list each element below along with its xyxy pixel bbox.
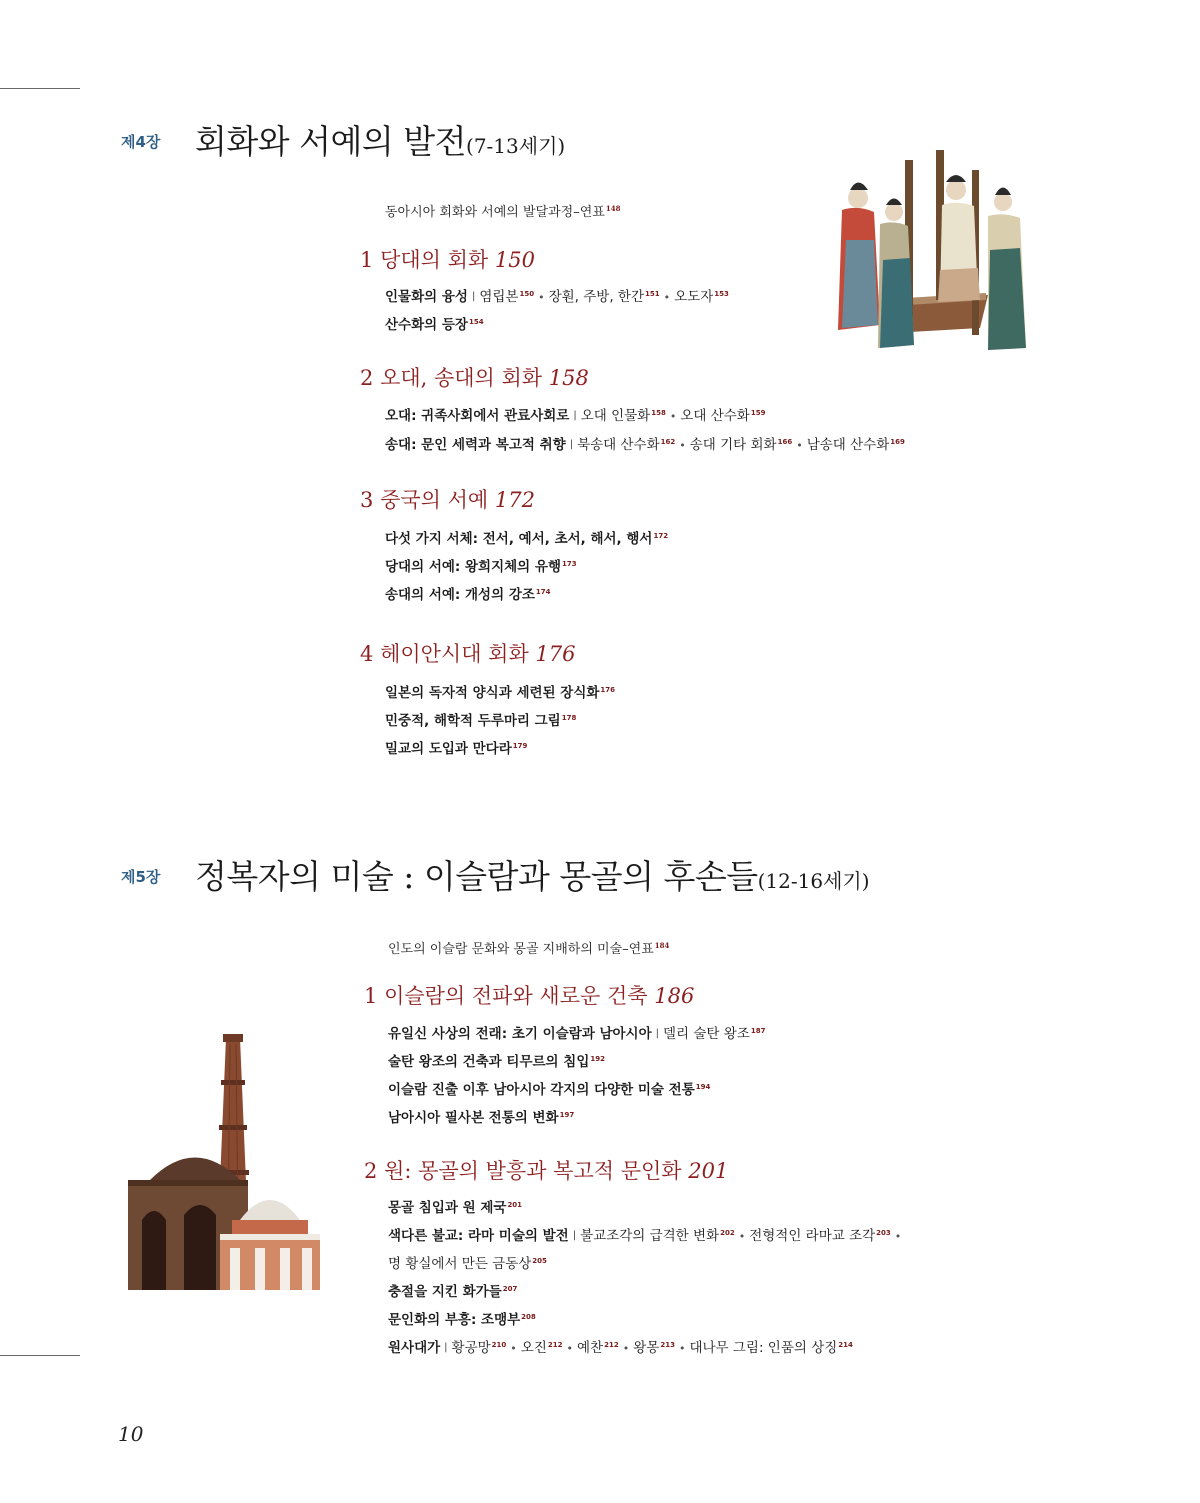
page-number: 10 — [118, 1422, 144, 1446]
list-item: 다섯 가지 서체: 전서, 예서, 초서, 해서, 행서$^{172}$ — [385, 531, 669, 547]
chapter-5-title: 정복자의 미술 : 이슬람과 몽골의 후손들(12-16세기) — [195, 857, 870, 896]
list-item: 민중적, 해학적 두루마리 그림$^{178}$ — [385, 713, 577, 729]
list-item: 술탄 왕조의 건축과 티무르의 침입$^{192}$ — [388, 1054, 605, 1070]
list-item: 명 황실에서 만든 금동상$^{205}$ — [388, 1256, 547, 1272]
chapter-4-timeline: 동아시아 회화와 서예의 발달과정–연표$^{148}$ — [385, 204, 621, 220]
chapter-4-title: 회화와 서예의 발전(7-13세기) — [195, 122, 566, 161]
section-title: 1 이슬람의 전파와 새로운 건축 186 — [364, 984, 695, 1008]
list-item: 원사대가 | 황공망$^{210}$ • 오진$^{212}$ • 예찬$^{212}$ • 왕몽$^{213}$ • 대나무 그림: 인품의 상징$^{214}$ — [388, 1340, 853, 1356]
list-item: 오대: 귀족사회에서 관료사회로 | 오대 인물화$^{158}$ • 오대 산수화$^{159}$ — [385, 408, 766, 424]
section-title: 4 헤이안시대 회화 176 — [360, 642, 576, 666]
chapter-5-label: 제5장 — [121, 868, 161, 886]
chapter-4-label: 제4장 — [121, 133, 161, 151]
list-item: 산수화의 등장$^{154}$ — [385, 317, 484, 333]
painting-illustration — [828, 150, 1038, 360]
list-item: 밀교의 도입과 만다라$^{179}$ — [385, 741, 528, 757]
chapter-5-timeline: 인도의 이슬람 문화와 몽골 지배하의 미술–연표$^{184}$ — [388, 941, 670, 957]
tower-illustration — [120, 1030, 335, 1300]
list-item: 일본의 독자적 양식과 세련된 장식화$^{176}$ — [385, 685, 616, 701]
list-item: 유일신 사상의 전래: 초기 이슬람과 남아시아 | 델리 술탄 왕조$^{187}$ — [388, 1026, 766, 1042]
list-item: 송대의 서예: 개성의 강조$^{174}$ — [385, 587, 551, 603]
list-item: 충절을 지킨 화가들$^{207}$ — [388, 1284, 518, 1300]
list-item: 인물화의 융성 | 염립본$^{150}$ • 장훤, 주방, 한간$^{151}$ • 오도자$^{153}$ — [385, 289, 729, 305]
list-item: 색다른 불교: 라마 미술의 발전 | 불교조각의 급격한 변화$^{202}$ • 전형적인 라마교 조각$^{203}$ • — [388, 1228, 902, 1244]
list-item: 문인화의 부흥: 조맹부$^{208}$ — [388, 1312, 536, 1328]
list-item: 이슬람 진출 이후 남아시아 각지의 다양한 미술 전통$^{194}$ — [388, 1082, 711, 1098]
list-item: 송대: 문인 세력과 복고적 취향 | 북송대 산수화$^{162}$ • 송대 기타 회화$^{166}$ • 남송대 산수화$^{169}$ — [385, 437, 905, 453]
section-title: 3 중국의 서예 172 — [360, 488, 535, 512]
qutub-minar-icon — [128, 1034, 320, 1290]
list-item: 당대의 서예: 왕희지체의 유행$^{173}$ — [385, 559, 577, 575]
section-title: 2 오대, 송대의 회화 158 — [360, 366, 589, 390]
tang-court-ladies-icon — [838, 150, 1026, 350]
section-title: 1 당대의 회화 150 — [360, 248, 535, 272]
list-item: 몽골 침입과 원 제국$^{201}$ — [388, 1200, 523, 1216]
bottom-rule — [0, 1355, 80, 1356]
section-title: 2 원: 몽골의 발흥과 복고적 문인화 201 — [364, 1159, 729, 1183]
list-item: 남아시아 필사본 전통의 변화$^{197}$ — [388, 1110, 575, 1126]
top-rule — [0, 88, 80, 89]
